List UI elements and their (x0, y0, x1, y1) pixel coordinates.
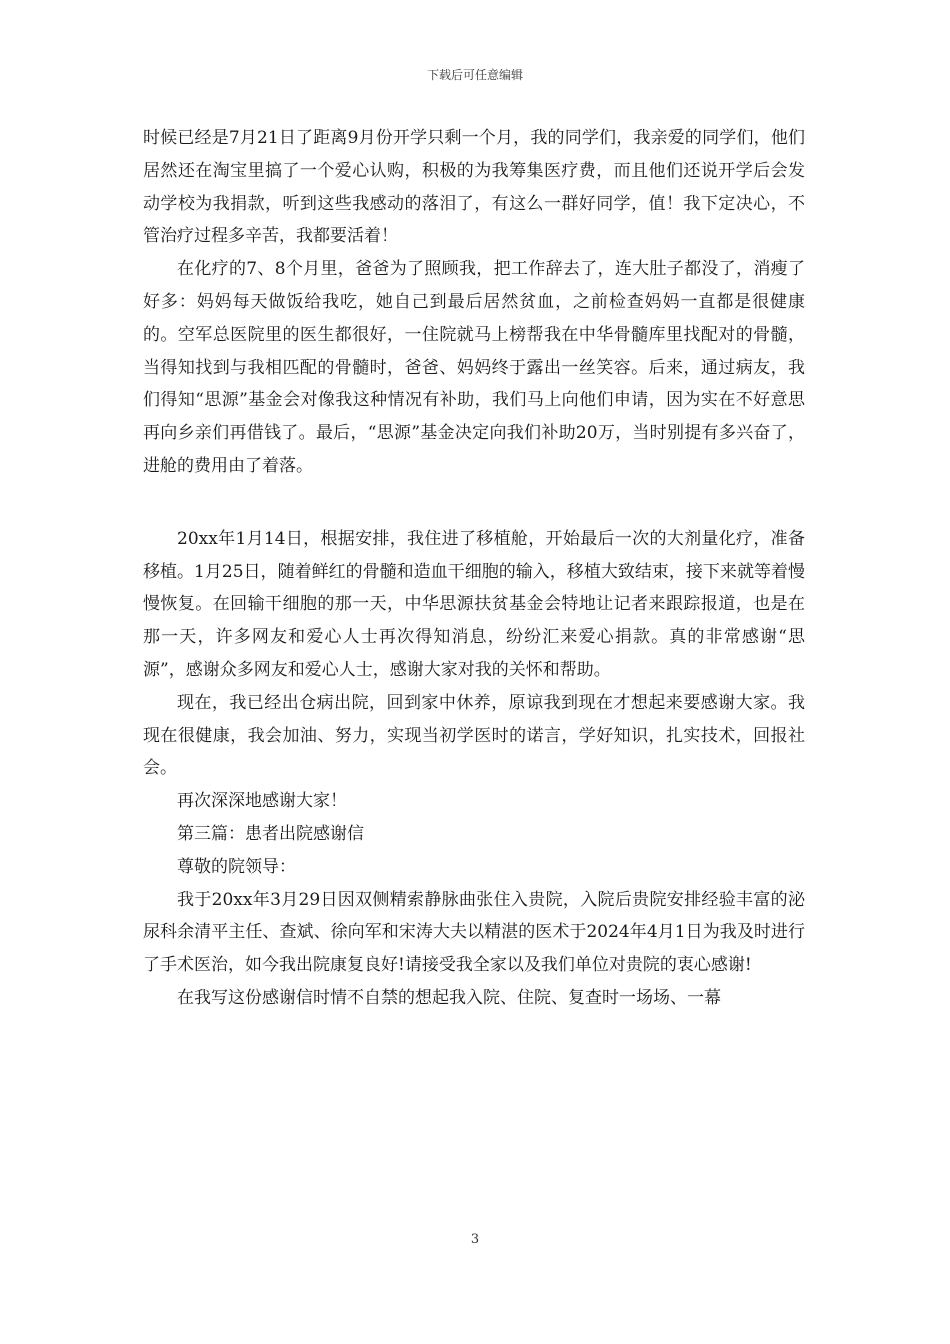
paragraph-admission: 我于20xx年3月29日因双侧精索静脉曲张住入贵院，入院后贵院安排经验丰富的泌尿科余清平主任、查斌、徐向军和宋涛大夫以精湛的医术于2024年4月1日为我及时进行了手术医治，如今我出院康复良好!请接受我全家以及我们单位对贵院的衷心感谢! (143, 889, 805, 976)
page-number: 3 (470, 1232, 480, 1247)
paragraph-continuation: 时候已经是7月21日了距离9月份开学只剩一个月，我的同学们，我亲爱的同学们，他们居然还在淘宝里搞了一个爱心认购，积极的为我筹集医疗费，而且他们还说开学后会发动学校为我捐款，听到这些我感动的落泪了，有这么一群好同学，值！我下定决心，不管治疗过程多辛苦，我都要活着！ (143, 128, 805, 247)
paragraph-transplant: 20xx年1月14日，根据安排，我住进了移植舱，开始最后一次的大剂量化疗，准备移植。1月25日，随着鲜红的骨髓和造血干细胞的输入，移植大致结束，接下来就等着慢慢恢复。在回输干细胞的那一天，中华思源扶贫基金会特地让记者来跟踪报道，也是在那一天，许多网友和爱心人士再次得知消息，纷纷汇来爱心捐款。真的非常感谢“思源”，感谢众多网友和爱心人士，感谢大家对我的关怀和帮助。 (143, 528, 805, 680)
paragraph-gap (143, 483, 805, 523)
paragraph-thanks-again: 再次深深地感谢大家！ (177, 791, 347, 812)
paragraph-recollection: 在我写这份感谢信时情不自禁的想起我入院、住院、复查时一场场、一幕 (177, 987, 721, 1008)
letter-salutation: 尊敬的院领导： (177, 856, 296, 877)
paragraph-chemotherapy: 在化疗的7、8个月里，爸爸为了照顾我，把工作辞去了，连大肚子都没了，消瘦了好多：妈妈每天做饭给我吃，她自己到最后居然贫血，之前检查妈妈一直都是很健康的。空军总医院里的医生都很好，一住院就马上榜帮我在中华骨髓库里找配对的骨髓，当得知找到与我相匹配的骨髓时，爸爸、妈妈终于露出一丝笑容。后来，通过病友，我们得知“思源”基金会对像我这种情况有补助，我们马上向他们申请，因为实在不好意思再向乡亲们再借钱了。最后，“思源”基金决定向我们补助20万，当时别提有多兴奋了，进舱的费用由了着落。 (143, 259, 805, 476)
document-body (143, 122, 805, 1015)
section-heading: 第三篇：患者出院感谢信 (177, 823, 364, 844)
paragraph-recovery: 现在，我已经出仓病出院，回到家中休养，原谅我到现在才想起来要感谢大家。我现在很健康，我会加油、努力，实现当初学医时的诺言，学好知识，扎实技术，回报社会。 (143, 692, 805, 779)
page-header: 下载后可任意编辑 (426, 68, 523, 82)
